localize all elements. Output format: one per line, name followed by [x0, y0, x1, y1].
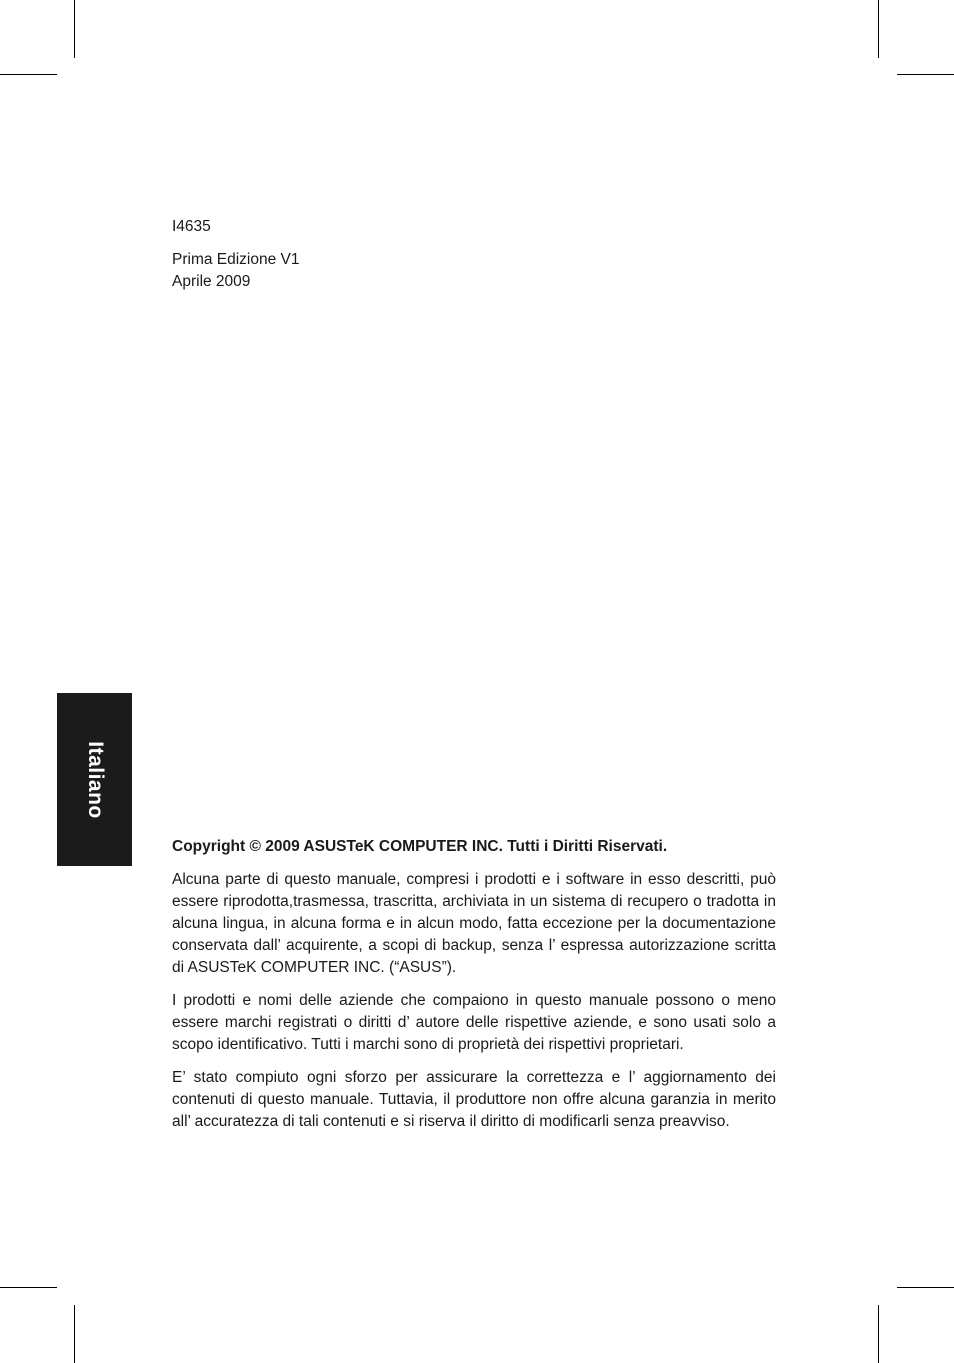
crop-mark-bottom-left-horizontal [0, 1287, 57, 1288]
edition-block [172, 249, 300, 293]
disclaimer-paragraph: E’ stato compiuto ogni sforzo per assicurare la correttezza e l’ aggiornamento dei contenuti di questo manuale. Tuttavia, il produttore non offre alcuna garanzia in merito all’ accuratezza di tali contenuti e si riserva il diritto di modificarli senza preavviso. [172, 1069, 776, 1130]
language-tab [57, 693, 132, 866]
crop-mark-top-right-vertical [878, 0, 879, 58]
edition-date: Aprile 2009 [172, 273, 251, 290]
crop-mark-bottom-right-vertical [878, 1305, 879, 1363]
copyright-section [172, 836, 776, 1133]
crop-mark-bottom-left-vertical [74, 1305, 75, 1363]
crop-mark-top-left-vertical [74, 0, 75, 58]
language-tab-label: Italiano [83, 740, 107, 819]
edition-label: Prima Edizione V1 [172, 251, 300, 268]
trademark-paragraph: I prodotti e nomi delle aziende che compaiono in questo manuale possono o meno essere marchi registrati o diritti d’ autore delle rispettive aziende, e sono usati solo a scopo identificativo. Tutti i marchi sono di proprietà dei rispettivi proprietari. [172, 992, 776, 1053]
crop-mark-top-left-horizontal [0, 74, 57, 75]
copyright-paragraph: Alcuna parte di questo manuale, compresi i prodotti e i software in esso descritti, può essere riprodotta,trasmessa, trascritta, archiviata in un sistema di recupero o tradotta in alcuna lingua, in alcuna forma e in alcun modo, fatta eccezione per la documentazione conservata dall’ acquirente, a scopi di backup, senza l’ espressa autorizzazione scritta di ASUSTeK COMPUTER INC. (“ASUS”). [172, 871, 776, 976]
copyright-heading: Copyright © 2009 ASUSTeK COMPUTER INC. Tutti i Diritti Riservati. [172, 838, 668, 855]
crop-mark-bottom-right-horizontal [897, 1287, 954, 1288]
manual-code: I4635 [172, 218, 211, 235]
crop-mark-top-right-horizontal [897, 74, 954, 75]
